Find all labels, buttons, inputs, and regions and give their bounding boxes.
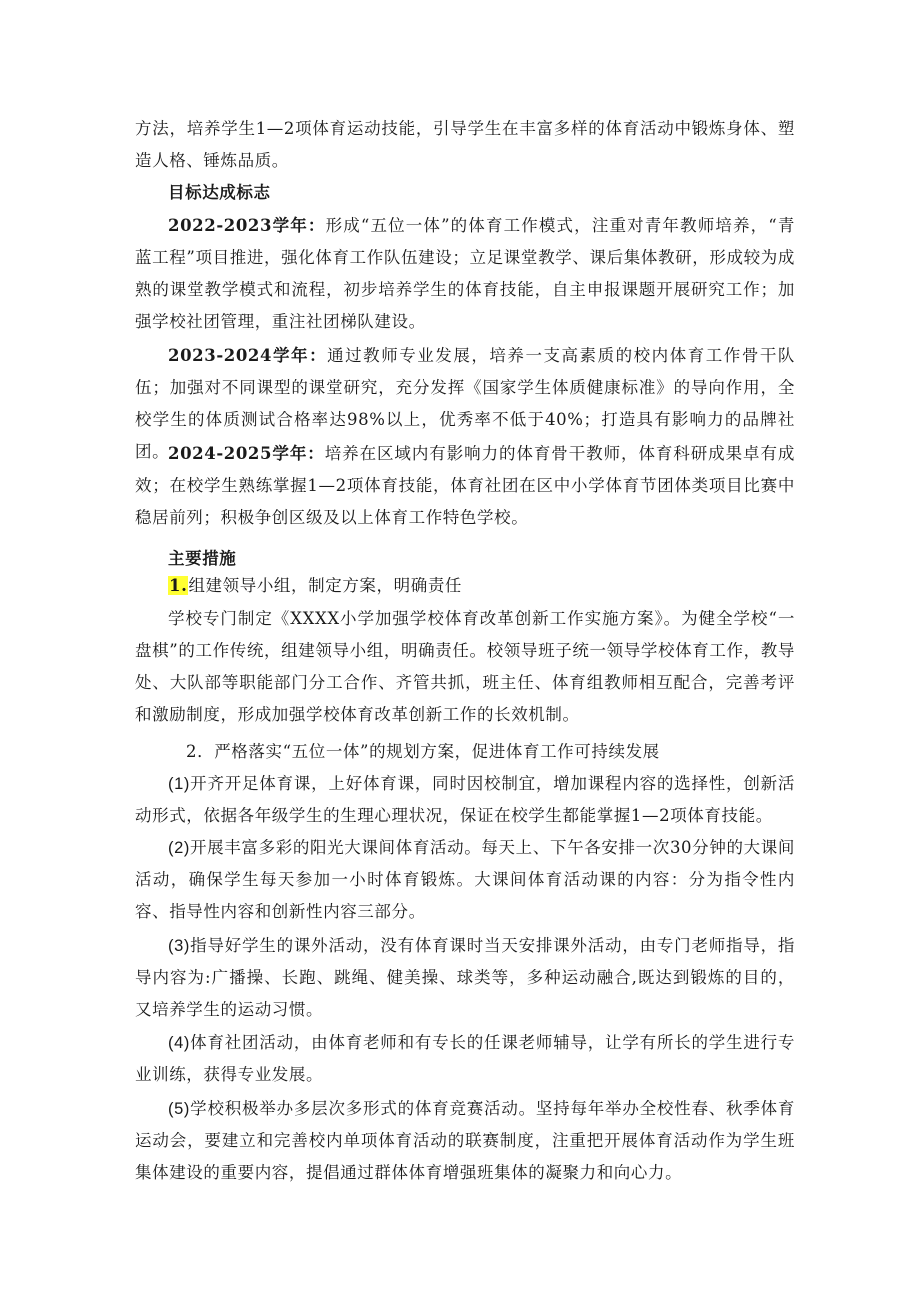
item-number-5: (5) xyxy=(168,1100,190,1118)
item-text-4: 体育社团活动，由体育老师和有专长的任课老师辅导，让学有所长的学生进行专业训练，获得专业发展。 xyxy=(135,1033,795,1084)
item-text-2: 开展丰富多彩的阳光大课间体育活动。每天上、下午各安排一次30分钟的大课间活动，确保学生每天参加一小时体育锻炼。大课间体育活动课的内容：分为指令性内容、指导性内容和创新性内容三部分。 xyxy=(135,838,795,921)
item-paragraph-1 xyxy=(135,768,795,832)
target-paragraph-3 xyxy=(135,438,795,534)
measure-2-heading: 2．严格落实“五位一体”的规划方案，促进体育工作可持续发展 xyxy=(186,742,660,761)
item-text-1: 开齐开足体育课，上好体育课，同时因校制宜，增加课程内容的选择性，创新活动形式，依据各年级学生的生理心理状况，保证在校学生都能掌握1—2项体育技能。 xyxy=(135,774,795,825)
target-year-1: 2022-2023学年： xyxy=(168,216,326,235)
item-paragraph-3 xyxy=(135,930,795,1026)
measure-1-number: 1. xyxy=(169,576,188,595)
measure-1-title: 组建领导小组，制定方案，明确责任 xyxy=(188,576,463,595)
intro-paragraph: 方法，培养学生1—2项体育运动技能，引导学生在丰富多样的体育活动中锻炼身体、塑造人格、锤炼品质。 xyxy=(135,119,795,170)
item-number-4: (4) xyxy=(168,1034,190,1052)
item-paragraph-4 xyxy=(135,1027,795,1091)
target-paragraph-1 xyxy=(135,210,795,338)
item-number-3: (3) xyxy=(168,937,190,955)
target-year-3: 2024-2025学年： xyxy=(168,444,325,463)
measure-1-heading xyxy=(168,570,462,602)
item-number-1: (1) xyxy=(168,775,190,793)
target-text-2: 通过教师专业发展，培养一支高素质的校内体育工作骨干队伍；加强对不同课型的课堂研究，充分发挥《国家学生体质健康标准》的导向作用，全校学生的体质测试合格率达98%以上，优秀率不低于40%；打造具有影响力的品牌社团。 xyxy=(135,346,795,461)
measure-1-paragraph: 学校专门制定《XXXX小学加强学校体育改革创新工作实施方案》。为健全学校“一盘棋”的工作传统，组建领导小组，明确责任。校领导班子统一领导学校体育工作，教导处、大队部等职能部门分工合作、齐管共抓，班主任、体育组教师相互配合，完善考评和激励制度，形成加强学校体育改革创新工作的长效机制。 xyxy=(135,609,795,724)
item-number-2: (2) xyxy=(168,839,190,857)
target-heading: 目标达成标志 xyxy=(168,183,271,202)
target-text-3: 培养在区域内有影响力的体育骨干教师，体育科研成果卓有成效；在校学生熟练掌握1—2项体育技能，体育社团在区中小学体育节团体类项目比赛中稳居前列；积极争创区级及以上体育工作特色学校。 xyxy=(135,444,795,527)
target-text-1: 形成“五位一体”的体育工作模式，注重对青年教师培养，“青蓝工程”项目推进，强化体育工作队伍建设；立足课堂教学、课后集体教研，形成较为成熟的课堂教学模式和流程，初步培养学生的体育技能，自主申报课题开展研究工作；加强学校社团管理，重注社团梯队建设。 xyxy=(135,216,795,331)
item-text-5: 学校积极举办多层次多形式的体育竞赛活动。坚持每年举办全校性春、秋季体育运动会，要建立和完善校内单项体育活动的联赛制度，注重把开展体育活动作为学生班集体建设的重要内容，提倡通过群体体育增强班集体的凝聚力和向心力。 xyxy=(135,1099,795,1182)
measures-heading: 主要措施 xyxy=(168,549,237,568)
item-text-3: 指导好学生的课外活动，没有体育课时当天安排课外活动，由专门老师指导，指导内容为:广播操、长跑、跳绳、健美操、球类等，多种运动融合,既达到锻炼的目的，又培养学生的运动习惯。 xyxy=(135,936,795,1019)
target-year-2: 2023-2024学年： xyxy=(168,346,328,365)
item-paragraph-2 xyxy=(135,832,795,928)
item-paragraph-5 xyxy=(135,1093,795,1189)
